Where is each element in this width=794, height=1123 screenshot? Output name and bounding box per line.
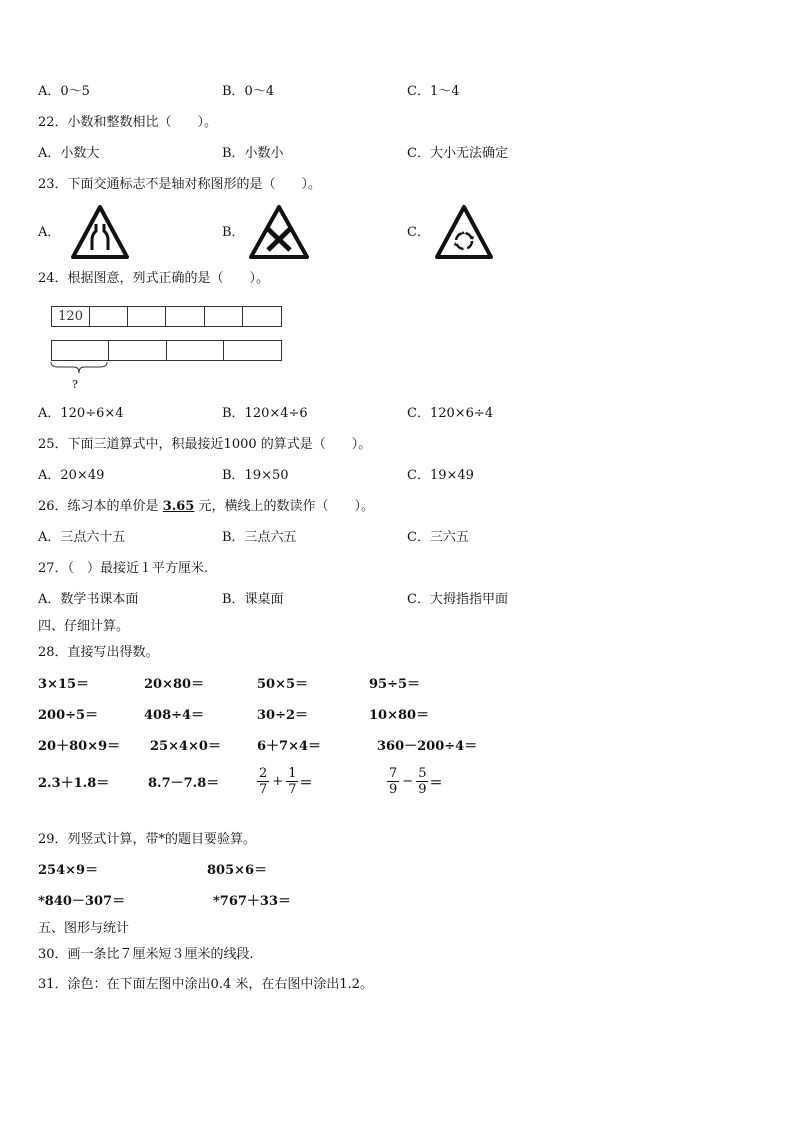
q28-expr: 30÷2＝	[257, 708, 309, 723]
q25-option-c: C．19×49	[407, 468, 474, 483]
top-bar-segment	[205, 307, 243, 326]
fraction-equals: ＝	[429, 776, 443, 791]
q23-option-c: C．	[407, 225, 430, 240]
top-bar-segment	[90, 307, 128, 326]
fraction-denominator: 7	[259, 782, 268, 797]
q26-question-pre: 26．练习本的单价是	[38, 499, 163, 514]
q26-question-post: 元，横线上的数读作（ ）。	[194, 499, 374, 514]
q26-question	[38, 499, 374, 515]
q31-question: 31．涂色：在下面左图中涂出0.4 米，在右图中涂出1.2。	[38, 977, 374, 992]
fraction-numerator: 5	[418, 766, 427, 781]
q28-expr: 20＋80×9＝	[38, 739, 121, 754]
q29-item: *767＋33＝	[213, 894, 292, 909]
q21-option-a: A．0～5	[38, 84, 90, 99]
q28-expr: 8.7－7.8＝	[148, 776, 220, 791]
narrow-road-sign-icon	[70, 204, 130, 260]
q29-item: *840－307＝	[38, 894, 126, 909]
fraction-equals: ＝	[299, 776, 313, 791]
q22-option-a: A．小数大	[38, 146, 100, 161]
q25-question: 25．下面三道算式中，积最接近1000 的算式是（ ）。	[38, 437, 372, 452]
section-5-title: 五、图形与统计	[38, 921, 130, 936]
q28-expr: 25×4×0＝	[150, 739, 221, 754]
q25-option-a: A．20×49	[38, 468, 105, 483]
q28-expr: 20×80＝	[144, 677, 205, 692]
q28-expr: 10×80＝	[369, 708, 430, 723]
q27-option-b: B．课桌面	[222, 592, 284, 607]
q27-question: 27．（ ）最接近１平方厘米.	[38, 561, 209, 576]
q24-question: 24．根据图意，列式正确的是（ ）。	[38, 271, 270, 286]
q30-question: 30．画一条比７厘米短３厘米的线段.	[38, 947, 254, 962]
q28-expr: 2.3＋1.8＝	[38, 776, 110, 791]
fraction-denominator: 9	[389, 782, 398, 797]
q26-option-c: C．三六五	[407, 530, 469, 545]
fraction-expr	[256, 766, 312, 797]
q24-option-a: A．120÷6×4	[38, 406, 124, 421]
brace-label: ?	[72, 378, 78, 391]
q26-option-b: B．三点六五	[222, 530, 297, 545]
top-bar-segment: 120	[52, 307, 90, 326]
q28-expr: 360－200÷4＝	[377, 739, 478, 754]
q22-question: 22．小数和整数相比（ ）。	[38, 115, 218, 130]
fraction-numerator: 7	[389, 766, 398, 781]
top-bar-segment	[128, 307, 166, 326]
q29-item: 254×9＝	[38, 863, 99, 878]
fraction-operator: −	[402, 774, 414, 789]
fraction-numerator: 1	[288, 766, 297, 781]
q21-option-b: B．0～4	[222, 84, 275, 99]
q27-option-a: A．数学书课本面	[38, 592, 139, 607]
q27-option-c: C．大拇指指甲面	[407, 592, 508, 607]
roundabout-sign-icon	[434, 204, 494, 260]
q28-expr: 408÷4＝	[144, 708, 205, 723]
q28-expr: 200÷5＝	[38, 708, 99, 723]
q24-option-c: C．120×6÷4	[407, 406, 494, 421]
q24-option-b: B．120×4÷6	[222, 406, 308, 421]
q22-option-c: C．大小无法确定	[407, 146, 508, 161]
q28-expr: 6＋7×4＝	[257, 739, 322, 754]
bottom-bar-segment	[224, 341, 281, 360]
bottom-bar-diagram	[51, 340, 282, 361]
brace-icon	[50, 361, 110, 375]
top-bar-segment	[166, 307, 204, 326]
q23-option-a: A．	[38, 225, 61, 240]
bottom-bar-segment	[109, 341, 166, 360]
fraction-operator: +	[272, 774, 284, 789]
top-bar-diagram	[51, 306, 282, 327]
top-bar-segment	[243, 307, 281, 326]
fraction-denominator: 7	[288, 782, 297, 797]
fraction-denominator: 9	[418, 782, 427, 797]
q26-underlined-number: 3.65	[162, 499, 195, 514]
q29-question: 29．列竖式计算，带*的题目要验算。	[38, 832, 257, 847]
q26-option-a: A．三点六十五	[38, 530, 126, 545]
bottom-bar-segment	[167, 341, 224, 360]
fraction-numerator: 2	[259, 766, 268, 781]
bottom-bar-segment	[52, 341, 109, 360]
q23-option-b: B．	[222, 225, 245, 240]
q25-option-b: B．19×50	[222, 468, 289, 483]
q29-item: 805×6＝	[207, 863, 268, 878]
fraction-expr	[386, 766, 442, 797]
section-4-title: 四、仔细计算。	[38, 619, 130, 634]
q28-expr: 95÷5＝	[369, 677, 421, 692]
q28-expr: 3×15＝	[38, 677, 90, 692]
q23-question: 23．下面交通标志不是轴对称图形的是（ ）。	[38, 177, 322, 192]
q28-question: 28．直接写出得数。	[38, 645, 159, 660]
q22-option-b: B．小数小	[222, 146, 284, 161]
q21-option-c: C．1～4	[407, 84, 460, 99]
crossroad-sign-icon	[248, 204, 310, 260]
q28-expr: 50×5＝	[257, 677, 309, 692]
